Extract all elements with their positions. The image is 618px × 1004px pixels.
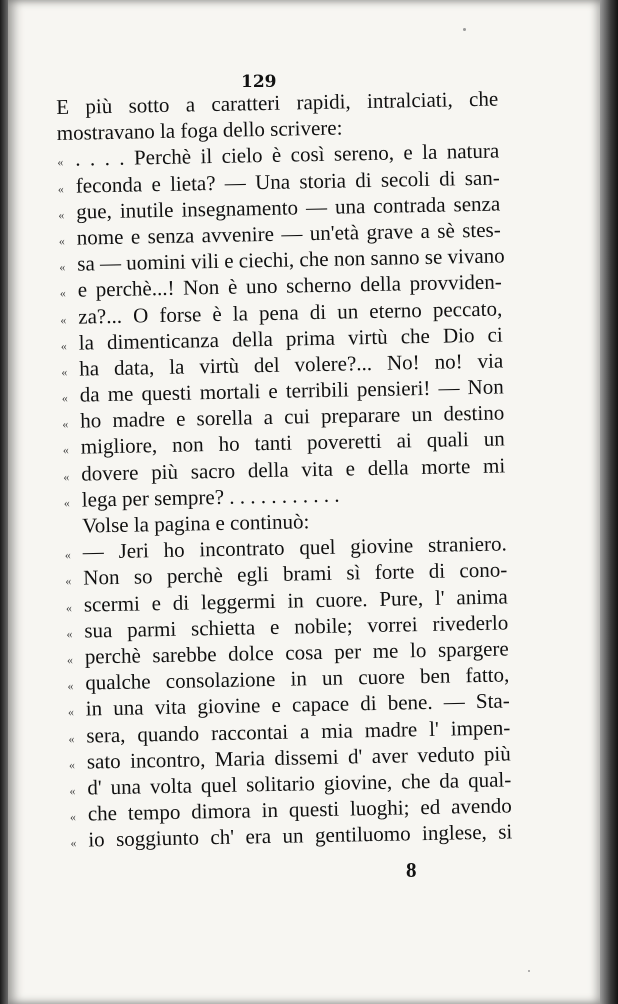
line-text: nome e senza avvenire — un'età grave a sè stes- xyxy=(76,217,501,250)
quote-mark: « xyxy=(59,259,66,275)
line-text: ho madre e sorella a cui preparare un destino xyxy=(80,400,505,433)
line-text: gue, inutile insegnamento — una contrada senza xyxy=(76,191,501,224)
line-text: perchè sarebbe dolce cosa per me lo spargere xyxy=(84,636,509,669)
line-text: dovere più sacro della vita e della morte mi xyxy=(81,453,506,486)
quote-mark: « xyxy=(58,207,65,222)
quote-mark: « xyxy=(59,286,66,301)
quote-mark: « xyxy=(57,181,64,196)
book-gutter xyxy=(0,0,8,1004)
signature-mark: 8 xyxy=(406,858,417,882)
quote-mark: « xyxy=(61,390,68,406)
quote-mark: « xyxy=(66,626,73,641)
line-text: sera, quando raccontai a mia madre l' impen- xyxy=(86,714,511,748)
line-text: ha data, la virtù del volere?... No! no! via xyxy=(79,348,504,381)
quote-mark: « xyxy=(60,312,67,327)
quote-mark: « xyxy=(60,338,67,353)
quote-mark: « xyxy=(64,547,71,563)
line-text: e perchè...! Non è uno scherno della provviden- xyxy=(77,269,502,302)
line-text: . . . . Perchè il cielo è così sereno, e la natura xyxy=(75,138,500,172)
page-edge xyxy=(600,0,618,1004)
quote-mark: « xyxy=(57,155,64,170)
line-text: E più sotto a caratteri rapidi, intralciati, che xyxy=(56,86,499,119)
quote-mark: « xyxy=(68,731,75,746)
line-text: Non so perchè egli brami sì forte di cono- xyxy=(83,557,508,590)
paper-speck xyxy=(463,28,466,31)
quote-mark: « xyxy=(70,835,77,851)
line-text: mostravano la foga dello scrivere: xyxy=(56,115,343,146)
line-text: migliore, non ho tanti poveretti ai quali un xyxy=(80,426,505,460)
body-text xyxy=(56,86,512,854)
line-text: feconda e lieta? — Una storia di secoli di san- xyxy=(75,165,500,198)
line-text: sua parmi schietta e nobile; vorrei rivederlo xyxy=(84,610,509,643)
line-text: da me questi mortali e terribili pensieri! — Non xyxy=(79,374,504,407)
line-text: scermi e di leggermi in cuore. Pure, l' anima xyxy=(83,583,508,617)
line-text: la dimenticanza della prima virtù che Dio ci xyxy=(78,322,503,355)
quote-mark: « xyxy=(68,757,76,772)
quote-mark: « xyxy=(69,809,77,824)
quote-mark: « xyxy=(66,652,73,667)
line-text: sa — uomini vili e ciechi, che non sanno se vivano xyxy=(77,243,505,276)
line-text: d' una volta quel solitario giovine, che da qual- xyxy=(87,767,512,800)
quote-mark: « xyxy=(67,705,75,720)
quote-mark: « xyxy=(69,783,76,798)
book-page xyxy=(8,0,600,1004)
line-text: — Jeri ho incontrato quel giovine straniero. xyxy=(82,531,507,564)
quote-mark: « xyxy=(62,417,69,432)
quote-mark: « xyxy=(65,574,72,589)
quote-mark: « xyxy=(58,233,65,248)
line-text: qualche consolazione in un cuore ben fatto, xyxy=(85,662,510,695)
quote-mark: « xyxy=(67,678,74,694)
line-text: Volse la pagina e continuò: xyxy=(82,509,310,538)
line-text: in una vita giovine e capace di bene. — Sta- xyxy=(85,688,510,721)
quote-mark: « xyxy=(62,443,69,458)
paper-speck xyxy=(528,970,530,972)
page-number: 129 xyxy=(241,72,277,92)
line-text: che tempo dimora in questi luoghi; ed avendo xyxy=(87,793,512,826)
quote-mark: « xyxy=(65,600,72,615)
line-text: sato incontro, Maria dissemi d' aver veduto più xyxy=(86,741,511,774)
quote-mark: « xyxy=(63,469,70,484)
quote-mark: « xyxy=(63,495,70,510)
line-text: lega per sempre? . . . . . . . . . . . xyxy=(81,482,340,512)
line-text: za?... O forse è la pena di un eterno peccato, xyxy=(78,295,503,329)
line-text: io soggiunto ch' era un gentiluomo inglese, si xyxy=(88,819,513,852)
quote-mark: « xyxy=(61,364,68,379)
